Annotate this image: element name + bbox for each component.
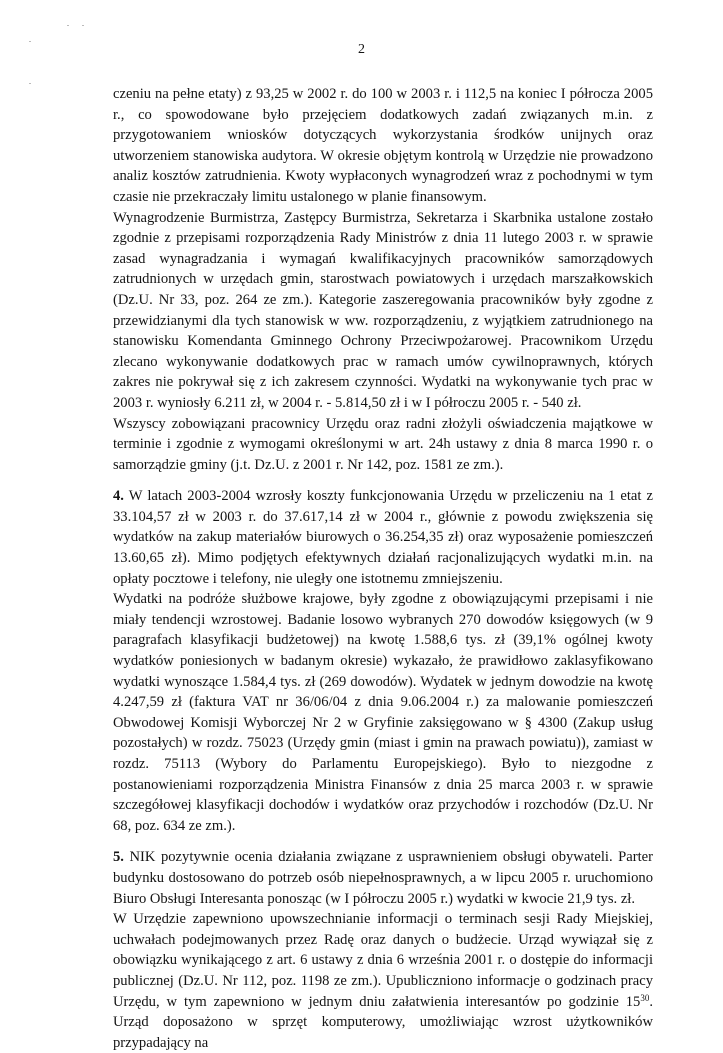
superscript: 30: [640, 992, 650, 1003]
paragraph-text-continued: . Urząd doposażono w sprzęt komputerowy, umożliwiając wzrost użytkowników przypadający na: [113, 993, 653, 1051]
paragraph-section-4: [113, 486, 653, 589]
paragraph-text: Wydatki na podróże służbowe krajowe, były zgodne z obowiązującymi przepisami i nie miały tendencji wzrostowej. Badanie losowo wybranych 270 dowodów księgowych (w 9 paragrafach klasyfikacji budżetowej) na kwotę 1.588,6 tys. zł (39,1% ogólnej kwoty wydatków poniesionych w badanym okresie) wykazało, że prawidłowo zaklasyfikowano wydatki wynoszące 1.584,4 tys. zł (269 dowodów). Wydatek w jednym dowodzie na kwotę 4.247,59 zł (faktura VAT nr 36/06/04 z dnia 9.06.2004 r.) za malowanie pomieszczeń Obwodowej Komisji Wyborczej Nr 2 w Gryfinie zaksięgowano w § 4300 (Zakup usług pozostałych) w rozdz. 75023 (Urzędy gmin (miast i gmin na prawach powiatu)), zamiast w rozdz. 75113 (Wybory do Parlamentu Europejskiego). Było to niezgodne z postanowieniami rozporządzenia Ministra Finansów z dnia 25 marca 2003 r. w sprawie szczegółowej klasyfikacji dochodów i wydatków oraz przychodów i rozchodów (Dz.U. Nr 68, poz. 634 ze zm.).: [113, 591, 653, 834]
paragraph-asset-declarations: [113, 414, 653, 476]
section-number: 5.: [113, 849, 124, 866]
paragraph-employment: [113, 84, 653, 208]
paragraph-travel-expenses: [113, 589, 653, 836]
page-number: 2: [358, 42, 365, 57]
paragraph-section-5: [113, 847, 653, 909]
paragraph-text: czeniu na pełne etaty) z 93,25 w 2002 r. do 100 w 2003 r. i 112,5 na koniec I półrocza 2005 r., co spowodowane było przejęciem dodatkowych zadań związanych m.in. z przygotowaniem wniosków dotyczących wykorzystania środków unijnych oraz utworzeniem stanowiska audytora. W okresie objętym kontrolą w Urzędzie nie prowadzono analiz kosztów zatrudnienia. Kwoty wypłaconych wynagrodzeń wraz z pochodnymi w tym czasie nie przekraczały limitu ustalonego w planie finansowym.: [113, 86, 653, 205]
paragraph-public-information: [113, 909, 653, 1053]
paragraph-salaries: [113, 208, 653, 414]
section-number: 4.: [113, 488, 124, 505]
document-body: [113, 84, 653, 1053]
paragraph-text: Wszyscy zobowiązani pracownicy Urzędu oraz radni złożyli oświadczenia majątkowe w terminie i zgodnie z wymogami określonymi w art. 24h ustawy z dnia 8 marca 1990 r. o samorządzie gminy (j.t. Dz.U. z 2001 r. Nr 142, poz. 1581 ze zm.).: [113, 415, 653, 473]
paragraph-text: W latach 2003-2004 wzrosły koszty funkcjonowania Urzędu w przeliczeniu na 1 etat z 33.104,57 zł w 2003 r. do 37.617,14 zł w 2004 r., głównie z powodu zwiększenia się wydatków na zakup materiałów biurowych o 36.254,35 zł) oraz wyposażenie pomieszczeń 13.60,65 zł). Mimo podjętych efektywnych działań racjonalizujących wydatki m.in. na opłaty pocztowe i telefony, nie uległy one istotnemu zmniejszeniu.: [113, 488, 653, 587]
paragraph-text: W Urzędzie zapewniono upowszechnianie informacji o terminach sesji Rady Miejskiej, uchwałach podejmowanych przez Radę oraz danych o budżecie. Urząd wywiązał się z obowiązku wynikającego z art. 6 ustawy z dnia 6 września 2001 r. o dostępie do informacji publicznej (Dz.U. Nr 112, poz. 1198 ze zm.). Upubliczniono informacje o godzinach pracy Urzędu, w tym zapewniono w jednym dniu załatwienia interesantów po godzinie 15: [113, 911, 653, 1010]
paragraph-text: NIK pozytywnie ocenia działania związane z usprawnieniem obsługi obywateli. Parter budynku dostosowano do potrzeb osób niepełnosprawnych, a w lipcu 2005 r. uruchomiono Biuro Obsługi Interesanta ponosząc (w I półroczu 2005 r.) wydatki w kwocie 21,9 tys. zł.: [113, 849, 653, 907]
paragraph-text: Wynagrodzenie Burmistrza, Zastępcy Burmistrza, Sekretarza i Skarbnika ustalone zostało zgodnie z przepisami rozporządzenia Rady Ministrów z dnia 11 lutego 2003 r. w sprawie zasad wynagradzania i wymagań kwalifikacyjnych pracowników samorządowych zatrudnionych w urzędach gmin, starostwach powiatowych i urzędach marszałkowskich (Dz.U. Nr 33, poz. 264 ze zm.). Kategorie zaszeregowania pracowników były zgodne z przewidzianymi dla tych stanowisk w ww. rozporządzeniu, z wyjątkiem zatrudnionego na stanowisku Komendanta Gminnego Ochrony Przeciwpożarowej. Pracownikom Urzędu zlecano wykonywanie dodatkowych prac w ramach umów cywilnoprawnych, których zakres nie pokrywał się z ich zakresem czynności. Wydatki na wykonywanie tych prac w 2003 r. wyniosły 6.211 zł, w 2004 r. - 5.814,50 zł i w I półroczu 2005 r. - 540 zł.: [113, 209, 653, 411]
